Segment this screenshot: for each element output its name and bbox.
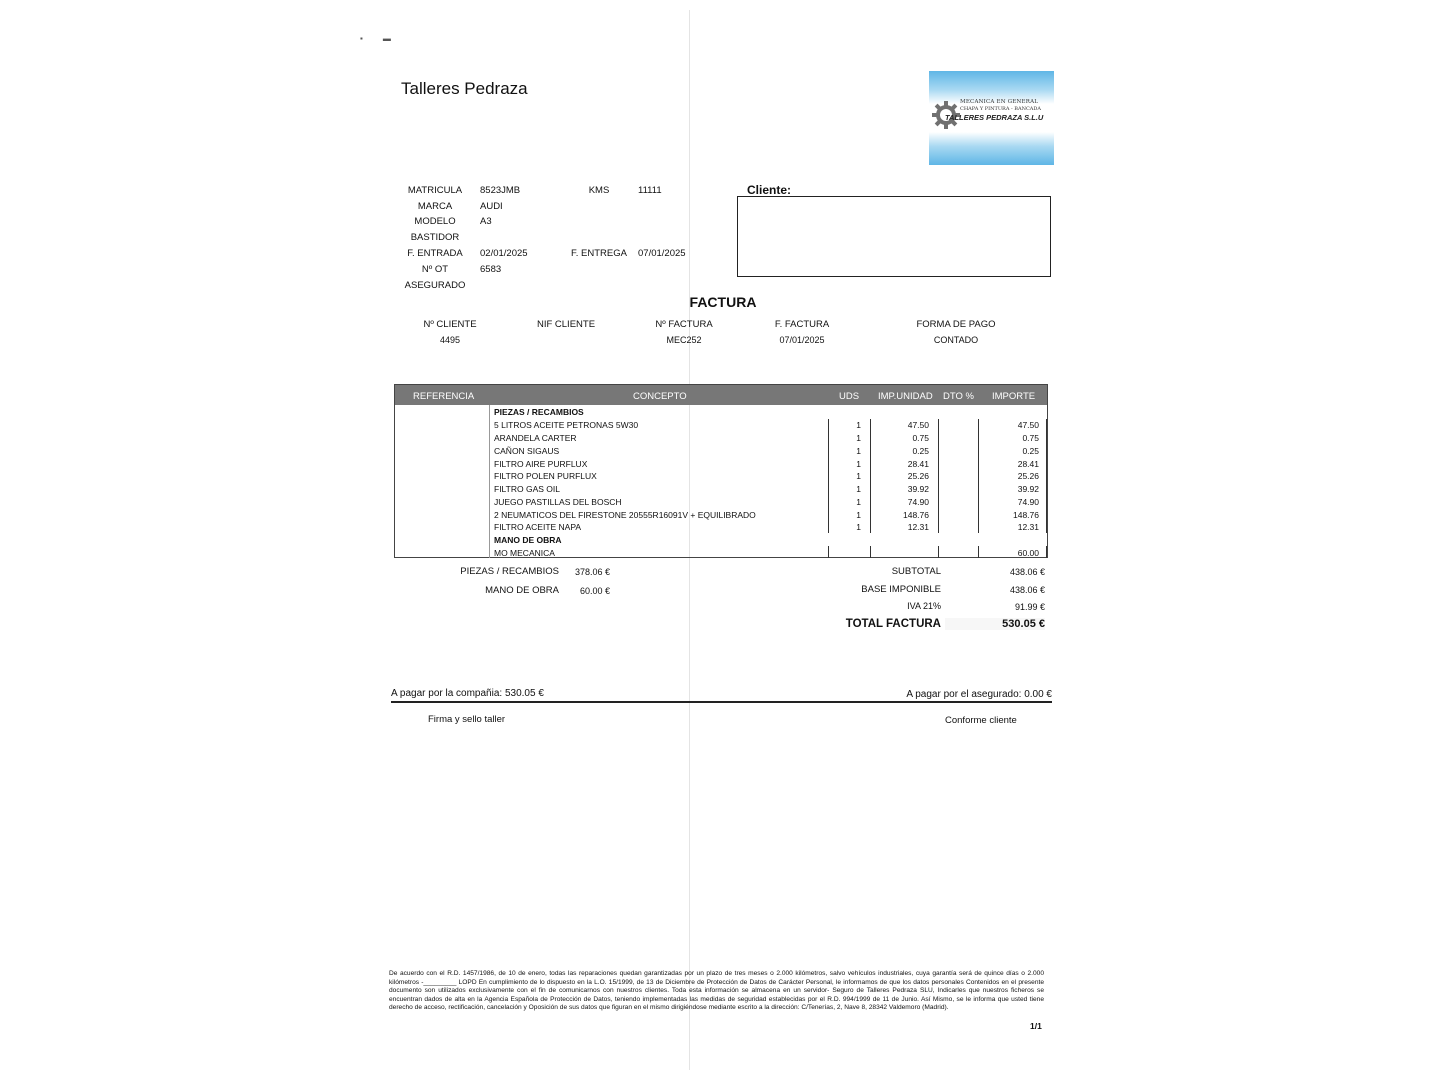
payment-divider <box>391 701 1052 703</box>
piezas-total-value: 378.06 € <box>575 567 611 577</box>
col-referencia: REFERENCIA <box>413 391 475 402</box>
col-sep-uds-a <box>870 419 871 533</box>
asegurado-label: ASEGURADO <box>404 280 466 291</box>
total-factura-value: 530.05 € <box>945 618 1045 630</box>
n-ot-label: Nº OT <box>421 264 449 275</box>
bastidor-label: BASTIDOR <box>410 232 460 243</box>
matricula-value: 8523JMB <box>480 185 521 196</box>
iva-label: IVA 21% <box>907 601 941 611</box>
item-uds: 1 <box>856 420 861 430</box>
forma-pago-label: FORMA DE PAGO <box>916 319 996 330</box>
item-concepto: CAÑON SIGAUS <box>494 446 560 456</box>
col-sep-uds-b <box>870 546 871 558</box>
col-sep-dto-a <box>978 419 979 533</box>
item-importe: 74.90 <box>1017 497 1039 507</box>
col-sep-concepto-b <box>828 546 829 558</box>
forma-pago-value: CONTADO <box>933 335 979 345</box>
item-importe: 0.25 <box>1022 446 1039 456</box>
f-factura-value: 07/01/2025 <box>779 335 825 345</box>
marca-label: MARCA <box>417 201 453 212</box>
cliente-label: Cliente: <box>747 183 792 197</box>
item-uds: 1 <box>856 484 861 494</box>
item-concepto: ARANDELA CARTER <box>494 433 577 443</box>
modelo-value: A3 <box>480 216 492 227</box>
item-importe: 0.75 <box>1022 433 1039 443</box>
logo-line-1: MECANICA EN GENERAL <box>960 99 1039 105</box>
col-sep-dto-b <box>978 546 979 558</box>
item-concepto: FILTRO GAS OIL <box>494 484 560 494</box>
item-uds: 1 <box>856 510 861 520</box>
item-uds: 1 <box>856 471 861 481</box>
col-sep-imp-a <box>938 419 939 533</box>
item-concepto: JUEGO PASTILLAS DEL BOSCH <box>494 497 622 507</box>
item-importe: 28.41 <box>1017 459 1039 469</box>
item-uds: 1 <box>856 433 861 443</box>
n-ot-value: 6583 <box>480 264 502 275</box>
item-importe: 25.26 <box>1017 471 1039 481</box>
f-entrada-label: F. ENTRADA <box>407 248 463 259</box>
pay-asegurado: A pagar por el asegurado: 0.00 € <box>906 689 1052 700</box>
pay-compania: A pagar por la compañia: 530.05 € <box>391 688 544 699</box>
item-concepto: FILTRO POLEN PURFLUX <box>494 471 597 481</box>
item-uds: 1 <box>856 446 861 456</box>
item-importe: 39.92 <box>1017 484 1039 494</box>
kms-value: 11111 <box>638 185 662 196</box>
mano-total-value: 60.00 € <box>580 586 611 596</box>
item-imp-unidad: 0.25 <box>912 446 929 456</box>
modelo-label: MODELO <box>414 216 456 227</box>
scan-specks: ▪ ▬ <box>360 34 391 43</box>
item-concepto: 2 NEUMATICOS DEL FIRESTONE 20555R16091V + EQUILIBRADO <box>494 510 756 520</box>
section-piezas: PIEZAS / RECAMBIOS <box>494 407 584 417</box>
col-sep-concepto-a <box>828 419 829 533</box>
item-uds: 1 <box>856 497 861 507</box>
col-concepto: CONCEPTO <box>633 391 687 402</box>
firma-taller: Firma y sello taller <box>428 714 506 725</box>
section-mano-obra: MANO DE OBRA <box>494 535 562 545</box>
kms-label: KMS <box>588 185 610 196</box>
labor-importe: 60.00 <box>1017 548 1039 558</box>
item-imp-unidad: 12.31 <box>907 522 929 532</box>
item-uds: 1 <box>856 522 861 532</box>
iva-value: 91.99 € <box>1014 602 1045 612</box>
piezas-total-label: PIEZAS / RECAMBIOS <box>460 566 559 577</box>
legal-text: De acuerdo con el R.D. 1457/1986, de 10 de enero, todas las reparaciones quedan garantizadas por un plazo de tres meses o 2.000 kilómetros, salvo vehículos industriales, cuya garantía será de quince días o 2.000 kilómetros -_________ LOPD En cumplimiento de lo dispuesto en la L.O. 15/1999, de 13 de Diciembre de Protección de Datos de Carácter Personal, le informamos de que los datos personales Contenidos en el presente documento son utilizados exclusivamente con el fin de comunicarnos con nuestros clientes. Toda esta información se almacena en un servidor- Seguro de Talleres Pedraza SLU, Indicarles que nuestros ficheros se encuentran dados de alta en la Agencia Española de Protección de Datos, teniendo implementadas las medidas de seguridad establecidas por el R.D. 994/1999 de 11 de Junio. Así Mismo, se le informa que usted tiene derecho de acceso, rectificación, cancelación y Oposición de sus datos que figuran en el mismo dirigiéndose mediante escrito a la dirección: C/Tenerías, 2, Nave 8, 28342 Valdemoro (Madrid). <box>389 970 1044 1012</box>
f-entrega-label: F. ENTREGA <box>571 248 627 259</box>
company-logo <box>929 71 1054 165</box>
items-table-header <box>395 385 1047 405</box>
col-importe: IMPORTE <box>992 391 1036 402</box>
item-uds: 1 <box>856 459 861 469</box>
total-factura-label: TOTAL FACTURA <box>845 618 941 630</box>
item-concepto: 5 LITROS ACEITE PETRONAS 5W30 <box>494 420 639 430</box>
n-factura-label: Nº FACTURA <box>655 319 713 330</box>
n-factura-value: MEC252 <box>666 335 702 345</box>
item-imp-unidad: 39.92 <box>907 484 929 494</box>
marca-value: AUDI <box>480 201 503 212</box>
subtotal-value: 438.06 € <box>1009 567 1045 577</box>
item-concepto: FILTRO ACEITE NAPA <box>494 522 582 532</box>
subtotal-label: SUBTOTAL <box>891 566 941 577</box>
item-imp-unidad: 148.76 <box>903 510 929 520</box>
item-importe: 12.31 <box>1017 522 1039 532</box>
company-name: Talleres Pedraza <box>401 79 528 98</box>
labor-concepto: MO MECANICA <box>494 548 555 558</box>
col-imp-unidad: IMP.UNIDAD <box>878 391 933 402</box>
page-number: 1/1 <box>1030 1021 1042 1031</box>
item-imp-unidad: 47.50 <box>907 420 929 430</box>
matricula-label: MATRICULA <box>407 185 463 196</box>
logo-line-3: TALLERES PEDRAZA S.L.U <box>945 113 1044 122</box>
mano-total-label: MANO DE OBRA <box>485 585 559 596</box>
invoice-title: FACTURA <box>689 294 757 310</box>
item-imp-unidad: 0.75 <box>912 433 929 443</box>
item-concepto: FILTRO AIRE PURFLUX <box>494 459 588 469</box>
f-entrega-value: 07/01/2025 <box>638 248 686 259</box>
logo-line-2: CHAPA Y PINTURA - BANCADA <box>960 106 1042 112</box>
f-factura-label: F. FACTURA <box>774 319 830 330</box>
n-cliente-value: 4495 <box>439 335 461 345</box>
item-importe: 47.50 <box>1017 420 1039 430</box>
col-uds: UDS <box>839 391 860 402</box>
item-imp-unidad: 25.26 <box>907 471 929 481</box>
col-sep-referencia <box>489 405 490 558</box>
cliente-box <box>737 196 1051 277</box>
n-cliente-label: Nº CLIENTE <box>423 319 477 330</box>
col-sep-importe-a <box>1046 419 1047 533</box>
base-imponible-value: 438.06 € <box>1009 585 1045 595</box>
item-imp-unidad: 28.41 <box>907 459 929 469</box>
f-entrada-value: 02/01/2025 <box>480 248 528 259</box>
nif-cliente-label: NIF CLIENTE <box>536 319 596 330</box>
col-sep-importe-b <box>1046 546 1047 558</box>
col-sep-imp-b <box>938 546 939 558</box>
item-importe: 148.76 <box>1013 510 1039 520</box>
base-imponible-label: BASE IMPONIBLE <box>861 584 941 595</box>
item-imp-unidad: 74.90 <box>907 497 929 507</box>
items-table <box>394 384 1048 558</box>
conforme-cliente: Conforme cliente <box>945 715 1017 726</box>
col-dto: DTO % <box>943 391 974 402</box>
